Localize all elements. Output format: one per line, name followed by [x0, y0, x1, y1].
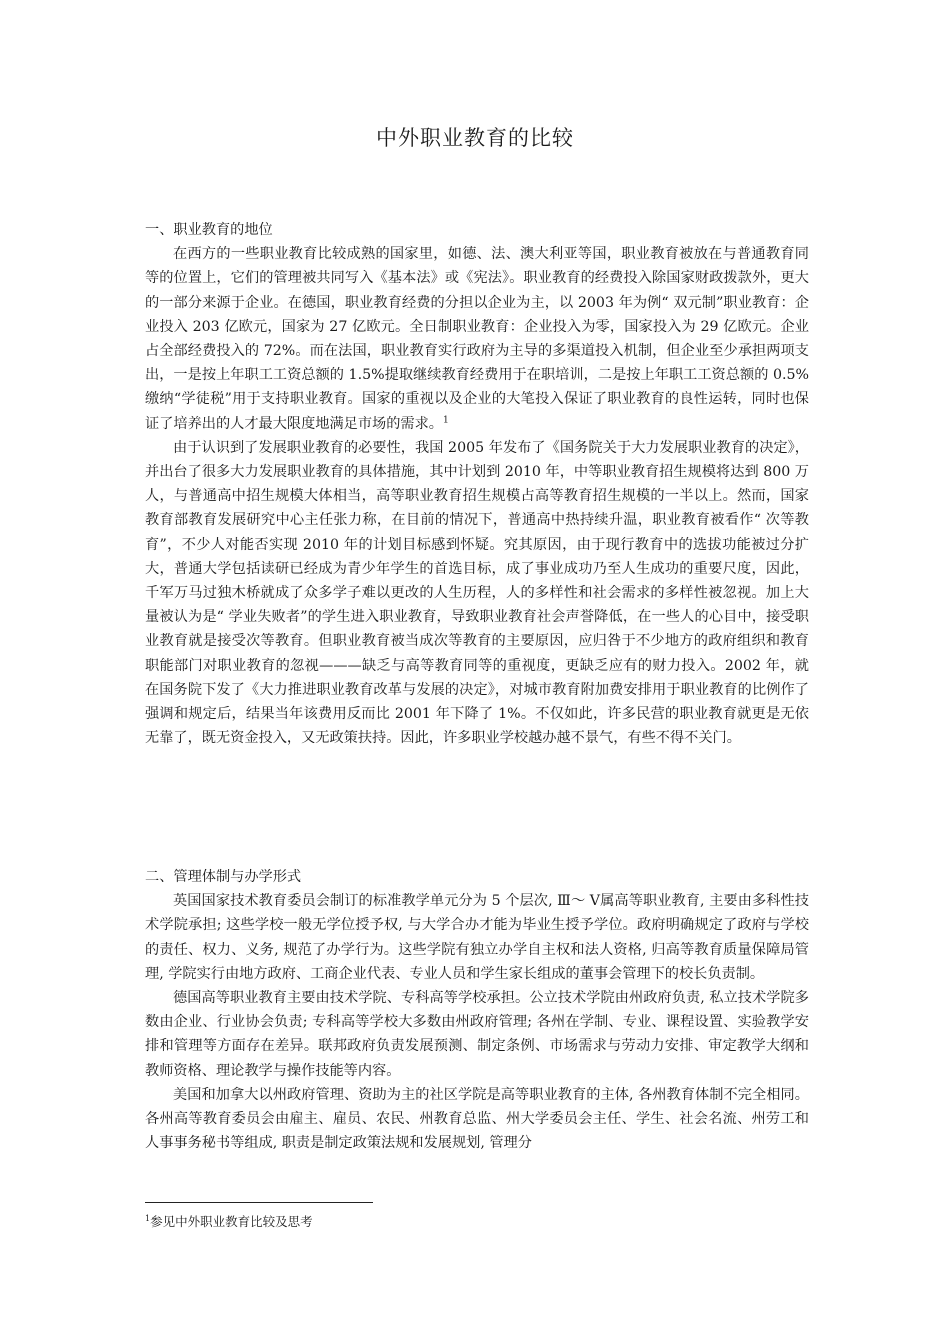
footnote-reference[interactable]: 1 — [442, 414, 449, 425]
footnote — [145, 1213, 313, 1231]
section-heading: 二、管理体制与办学形式 — [145, 869, 302, 885]
paragraph: 由于认识到了发展职业教育的必要性，我国 2005 年发布了《国务院关于大力发展职业教育的决定》，并出台了很多大力发展职业教育的具体措施，其中计划到 2010 年，中等职业教育招生规模将达到 800 万人，与普通高中招生规模大体相当，高等职业教育招生规模占高等教育招生规模的一半以上。然而，国家教育部教育发展研究中心主任张力称，在目前的情况下，普通高中热持续升温，职业教育被看作“ 次等教育”，不少人对能否实现 2010 年的计划目标感到怀疑。究其原因，由于现行教育中的选拔功能被过分扩大，普通大学包括读研已经成为青少年学生的首选目标，成了事业成功乃至人生成功的重要尺度，因此，千军万马过独木桥就成了众多学子难以更改的人生历程，人的多样性和社会需求的多样性被忽视。加上大量被认为是“ 学业失败者”的学生进入职业教育，导致职业教育社会声誉降低，在一些人的心目中，接受职业教育就是接受次等教育。但职业教育被当成次等教育的主要原因，应归咎于不少地方的政府组织和教育职能部门对职业教育的忽视———缺乏与高等教育同等的重视度，更缺乏应有的财力投入。2002 年，就在国务院下发了《大力推进职业教育改革与发展的决定》，对城市教育附加费安排用于职业教育的比例作了强调和规定后，结果当年该费用反而比 2001 年下降了 1%。不仅如此，许多民营的职业教育就更是无依无靠了，既无资金投入，又无政策扶持。因此，许多职业学校越办越不景气，有些不得不关门。 — [145, 439, 809, 747]
paragraph-text: 在西方的一些职业教育比较成熟的国家里，如德、法、澳大利亚等国，职业教育被放在与普通教育同等的位置上，它们的管理被共同写入《基本法》或《宪法》。职业教育的经费投入除国家财政拨款外，更大的一部分来源于企业。在德国，职业教育经费的分担以企业为主，以 2003 年为例“ 双元制”职业教育：企业投入 203 亿欧元，国家为 27 亿欧元。全日制职业教育：企业投入为零，国家投入为 29 亿欧元。企业占全部经费投入的 72%。而在法国，职业教育实行政府为主导的多渠道投入机制，但企业至少承担两项支出，一是按上年职工工资总额的 1.5%提取继续教育经费用于在职培训，二是按上年职工工资总额的 0.5%缴纳“学徒税”用于支持职业教育。国家的重视以及企业的大笔投入保证了职业教育的良性运转，同时也保证了培养出的人才最大限度地满足市场的需求。 — [145, 246, 809, 432]
footnote-mark: 1 — [145, 1213, 151, 1223]
section-status — [145, 218, 809, 750]
document-title: 中外职业教育的比较 — [376, 126, 574, 150]
section-heading: 一、职业教育的地位 — [145, 222, 273, 238]
paragraph: 德国高等职业教育主要由技术学院、专科高等学校承担。公立技术学院由州政府负责, 私立技术学院多数由企业、行业协会负责; 专科高等学校大多数由州政府管理; 各州在学制、专业、课程设置、实验教学安排和管理等方面存在差异。联邦政府负责发展预测、制定条例、市场需求与劳动力安排、审定教学大纲和教师资格、理论教学与操作技能等内容。 — [145, 990, 809, 1079]
paragraph: 美国和加拿大以州政府管理、资助为主的社区学院是高等职业教育的主体, 各州教育体制不完全相同。各州高等教育委员会由雇主、雇员、农民、州教育总监、州大学委员会主任、学生、社会名流、州劳工和人事事务秘书等组成, 职责是制定政策法规和发展规划, 管理分 — [145, 1086, 809, 1152]
paragraph — [145, 242, 809, 436]
footnote-divider — [145, 1202, 373, 1203]
section-management — [145, 865, 809, 1155]
paragraph: 英国国家技术教育委员会制订的标准教学单元分为 5 个层次, Ⅲ～ Ⅴ属高等职业教育, 主要由多科性技术学院承担; 这些学校一般无学位授予权, 与大学合办才能为毕业生授予学位。政府明确规定了政府与学校的责任、权力、义务, 规范了办学行为。这些学院有独立办学自主权和法人资格, 归高等教育质量保障局管理, 学院实行由地方政府、工商企业代表、专业人员和学生家长组成的董事会管理下的校长负责制。 — [145, 893, 809, 982]
footnote-text: 参见中外职业教育比较及思考 — [150, 1214, 313, 1229]
